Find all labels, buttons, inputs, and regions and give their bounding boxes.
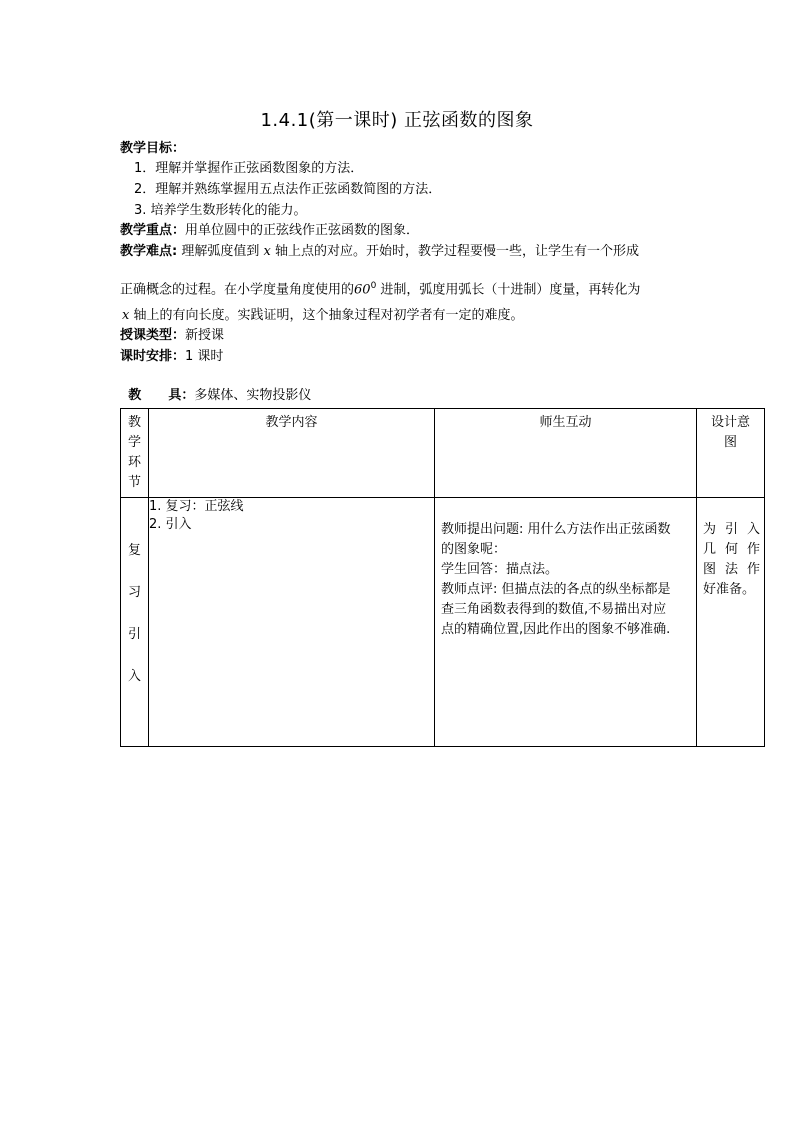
variable-x: x (263, 244, 271, 259)
difficulty-text: 理解弧度值到 (177, 244, 264, 259)
table-header-row (121, 409, 765, 498)
difficulty-line-2 (120, 277, 640, 299)
objective-item: 2．理解并熟练掌握用五点法作正弦函数简图的方法． (134, 182, 442, 197)
header-design (697, 409, 765, 498)
variable-x: x (122, 308, 130, 323)
difficulty-text: 轴上的有向长度。实践证明，这个抽象过程对初学者有一定的难度。 (129, 308, 524, 323)
degree-superscript: 0 (370, 281, 377, 291)
interaction-line: 查三角函数表得到的数值,不易描出对应 (441, 602, 667, 617)
interaction-line: 教师提出问题: 用什么方法作出正弦函数 (441, 522, 671, 537)
header-stage-char: 教 (127, 415, 141, 430)
interaction-line: 点的精确位置,因此作出的图象不够准确. (441, 622, 671, 637)
schedule-text: 1 课时 (185, 349, 224, 364)
tools-label: 教 具： (128, 388, 195, 403)
stage-cell (121, 498, 149, 747)
lesson-table (120, 408, 765, 747)
difficulty-text: 正确概念的过程。在小学度量角度使用的 (120, 282, 355, 298)
interaction-line: 学生回答：描点法。 (441, 562, 559, 577)
difficulty-line-3 (122, 307, 523, 325)
schedule (120, 348, 223, 366)
interaction-cell (435, 498, 697, 747)
table-row (121, 498, 765, 747)
course-type-label: 授课类型： (120, 328, 186, 343)
difficulty-line-1 (120, 243, 639, 261)
content-cell (149, 498, 435, 747)
header-design-line: 设计意 (710, 415, 750, 430)
design-cell: 为 引 入 几 何 作 图 法 作 好准备。 (697, 498, 765, 747)
key-point-label: 教学重点： (120, 223, 186, 238)
stage-char: 习 (127, 585, 141, 600)
header-stage-char: 学 (127, 435, 141, 450)
number-60: 60 (354, 282, 371, 298)
course-type (120, 327, 224, 345)
difficulty-text: 进制，弧度用弧长（十进制）度量，再转化为 (376, 282, 641, 298)
header-interaction: 师生互动 (435, 409, 697, 498)
schedule-label: 课时安排： (120, 349, 186, 364)
objectives-heading (120, 140, 185, 158)
content-item: 2. 引入 (149, 517, 192, 532)
tools-text: 多媒体、实物投影仪 (194, 388, 312, 403)
difficulty-text: 轴上点的对应。开始时，教学过程要慢一些，让学生有一个形成 (270, 244, 639, 259)
interaction-line: 的图象呢： (441, 542, 507, 557)
course-type-text: 新授课 (185, 328, 225, 343)
objective-item: 3. 培养学生数形转化的能力。 (134, 203, 307, 218)
interaction-line: 教师点评: 但描点法的各点的纵坐标都是 (441, 582, 671, 597)
objectives-label: 教学目标： (120, 141, 186, 156)
key-point-text: 用单位圆中的正弦线作正弦函数的图象． (185, 223, 420, 238)
content-item: 1. 复习：正弦线 (149, 499, 244, 514)
header-design-line: 图 (723, 435, 737, 450)
key-point (120, 222, 419, 240)
header-stage (121, 409, 149, 498)
header-stage-char: 环 (127, 455, 141, 470)
page-title: 1.4.1(第一课时) 正弦函数的图象 (260, 110, 534, 131)
stage-char: 入 (127, 669, 141, 684)
tools (120, 369, 311, 405)
header-stage-char: 节 (127, 475, 141, 490)
stage-char: 复 (127, 543, 141, 558)
difficulty-label: 教学难点: (120, 244, 178, 259)
header-content: 教学内容 (149, 409, 435, 498)
stage-char: 引 (127, 627, 141, 642)
objective-item: 1．理解并掌握作正弦函数图象的方法． (134, 161, 364, 176)
